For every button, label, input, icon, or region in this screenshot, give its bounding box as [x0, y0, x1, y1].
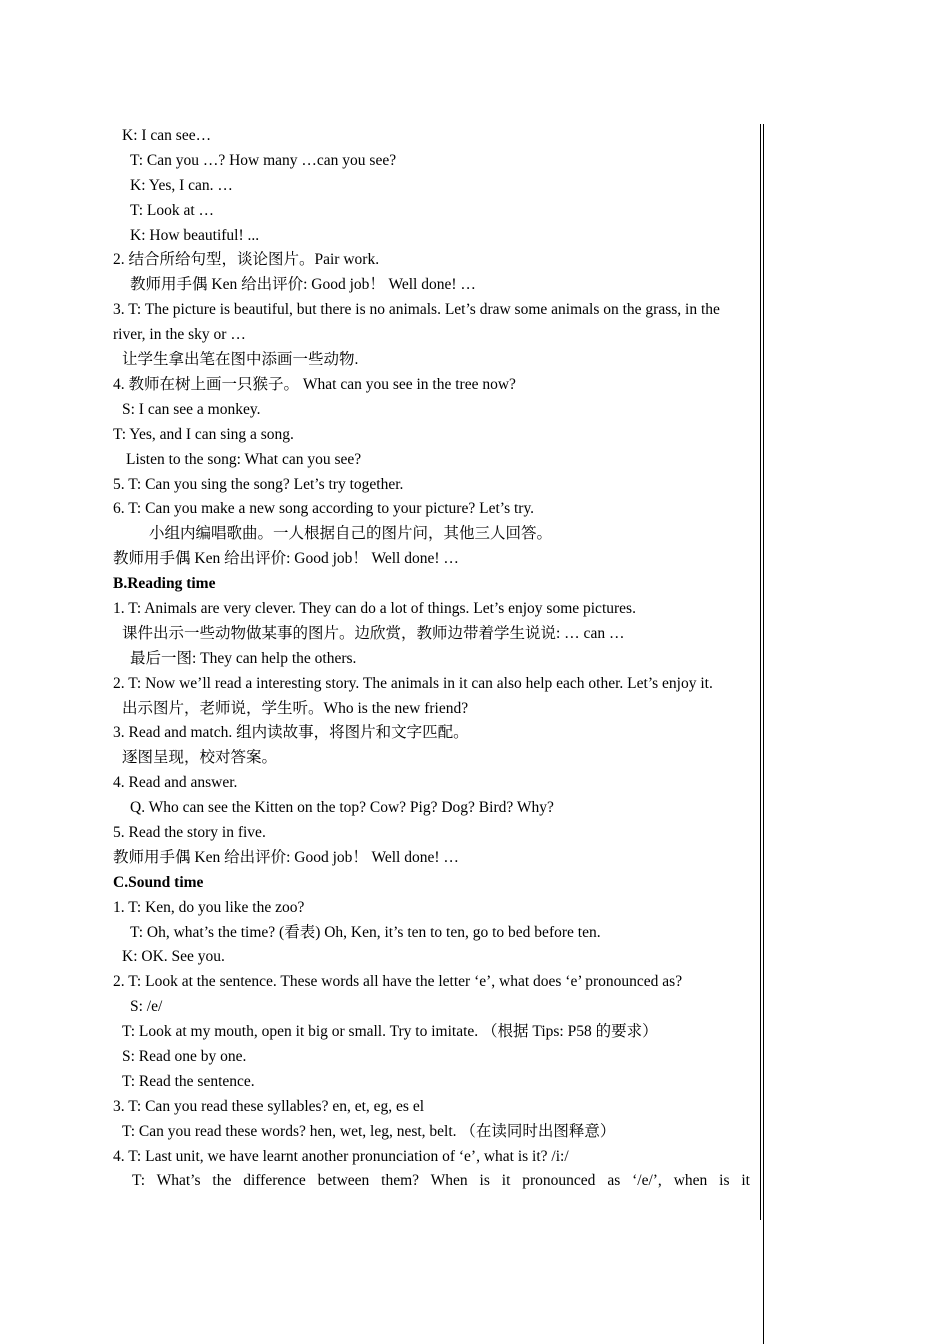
text-line: 4. 教师在树上画一只猴子。 What can you see in the tree now?: [113, 375, 516, 393]
text-line: S: I can see a monkey.: [122, 400, 261, 418]
text-line: 教师用手偶 Ken 给出评价: Good job！ Well done! …: [113, 550, 459, 568]
text-line: 3. T: Can you read these syllables? en, et, eg, es el: [113, 1097, 424, 1115]
text-line: 教师用手偶 Ken 给出评价: Good job！ Well done! …: [130, 276, 476, 294]
text-line: T: Look at my mouth, open it big or small. Try to imitate. （根据 Tips: P58 的要求）: [122, 1023, 658, 1041]
text-line: 6. T: Can you make a new song according to your picture? Let’s try.: [113, 500, 535, 518]
section-heading: C.Sound time: [113, 873, 204, 891]
text-line: 小组内编唱歌曲。一人根据自己的图片问，其他三人回答。: [149, 525, 553, 543]
text-line: K: OK. See you.: [122, 948, 225, 966]
text-line: 5. Read the story in five.: [113, 823, 266, 841]
text-line: 教师用手偶 Ken 给出评价: Good job！ Well done! …: [113, 848, 459, 866]
text-line: K: Yes, I can. …: [130, 176, 233, 194]
text-line: T: Oh, what’s the time? (看表) Oh, Ken, it’s ten to ten, go to bed before ten.: [130, 923, 601, 941]
lesson-plan-body: [113, 124, 750, 1194]
text-line: T: Can you …? How many …can you see?: [130, 151, 397, 169]
text-line: S: /e/: [130, 998, 163, 1016]
text-line: K: How beautiful! ...: [130, 226, 260, 244]
text-line: 3. T: The picture is beautiful, but there is no animals. Let’s draw some animals on the grass, in the river, in the sky or …: [113, 301, 720, 344]
text-line: 出示图片，老师说，学生听。Who is the new friend?: [122, 699, 469, 717]
table-border-inner: [760, 124, 761, 1220]
text-line: K: I can see…: [122, 127, 212, 144]
text-line: T: Look at …: [130, 201, 215, 219]
text-line: 逐图呈现，校对答案。: [122, 749, 278, 767]
text-line: 课件出示一些动物做某事的图片。边欣赏，教师边带着学生说说: … can …: [122, 624, 625, 642]
text-line: 2. T: Now we’ll read a interesting story. The animals in it can also help each other. Let’s enjoy it.: [113, 674, 713, 692]
text-line: Q. Who can see the Kitten on the top? Cow? Pig? Dog? Bird? Why?: [130, 799, 554, 817]
text-line: 5. T: Can you sing the song? Let’s try together.: [113, 475, 404, 493]
text-line: Listen to the song: What can you see?: [126, 450, 362, 468]
table-border-outer: [763, 124, 764, 1344]
text-line: T: Read the sentence.: [122, 1072, 255, 1090]
text-line: S: Read one by one.: [122, 1048, 247, 1065]
text-line: 让学生拿出笔在图中添画一些动物.: [122, 351, 359, 369]
text-line: 1. T: Animals are very clever. They can do a lot of things. Let’s enjoy some pictures.: [113, 599, 636, 617]
text-line: T: Can you read these words? hen, wet, leg, nest, belt. （在读同时出图释意）: [122, 1122, 616, 1140]
text-line: T: Yes, and I can sing a song.: [113, 425, 294, 443]
text-line: 1. T: Ken, do you like the zoo?: [113, 898, 305, 916]
text-line: 4. Read and answer.: [113, 774, 238, 792]
text-line: T: What’s the difference between them? When is it pronounced as ‘/e/’, when is it: [132, 1172, 750, 1190]
text-line: 最后一图: They can help the others.: [130, 649, 357, 667]
text-line: 2. 结合所给句型，谈论图片。Pair work.: [113, 251, 380, 269]
text-line: 3. Read and match. 组内读故事，将图片和文字匹配。: [113, 724, 469, 742]
text-line: 4. T: Last unit, we have learnt another pronunciation of ‘e’, what is it? /i:/: [113, 1147, 569, 1165]
text-line: 2. T: Look at the sentence. These words all have the letter ‘e’, what does ‘e’ pronounced as?: [113, 973, 683, 991]
section-heading: B.Reading time: [113, 575, 216, 593]
